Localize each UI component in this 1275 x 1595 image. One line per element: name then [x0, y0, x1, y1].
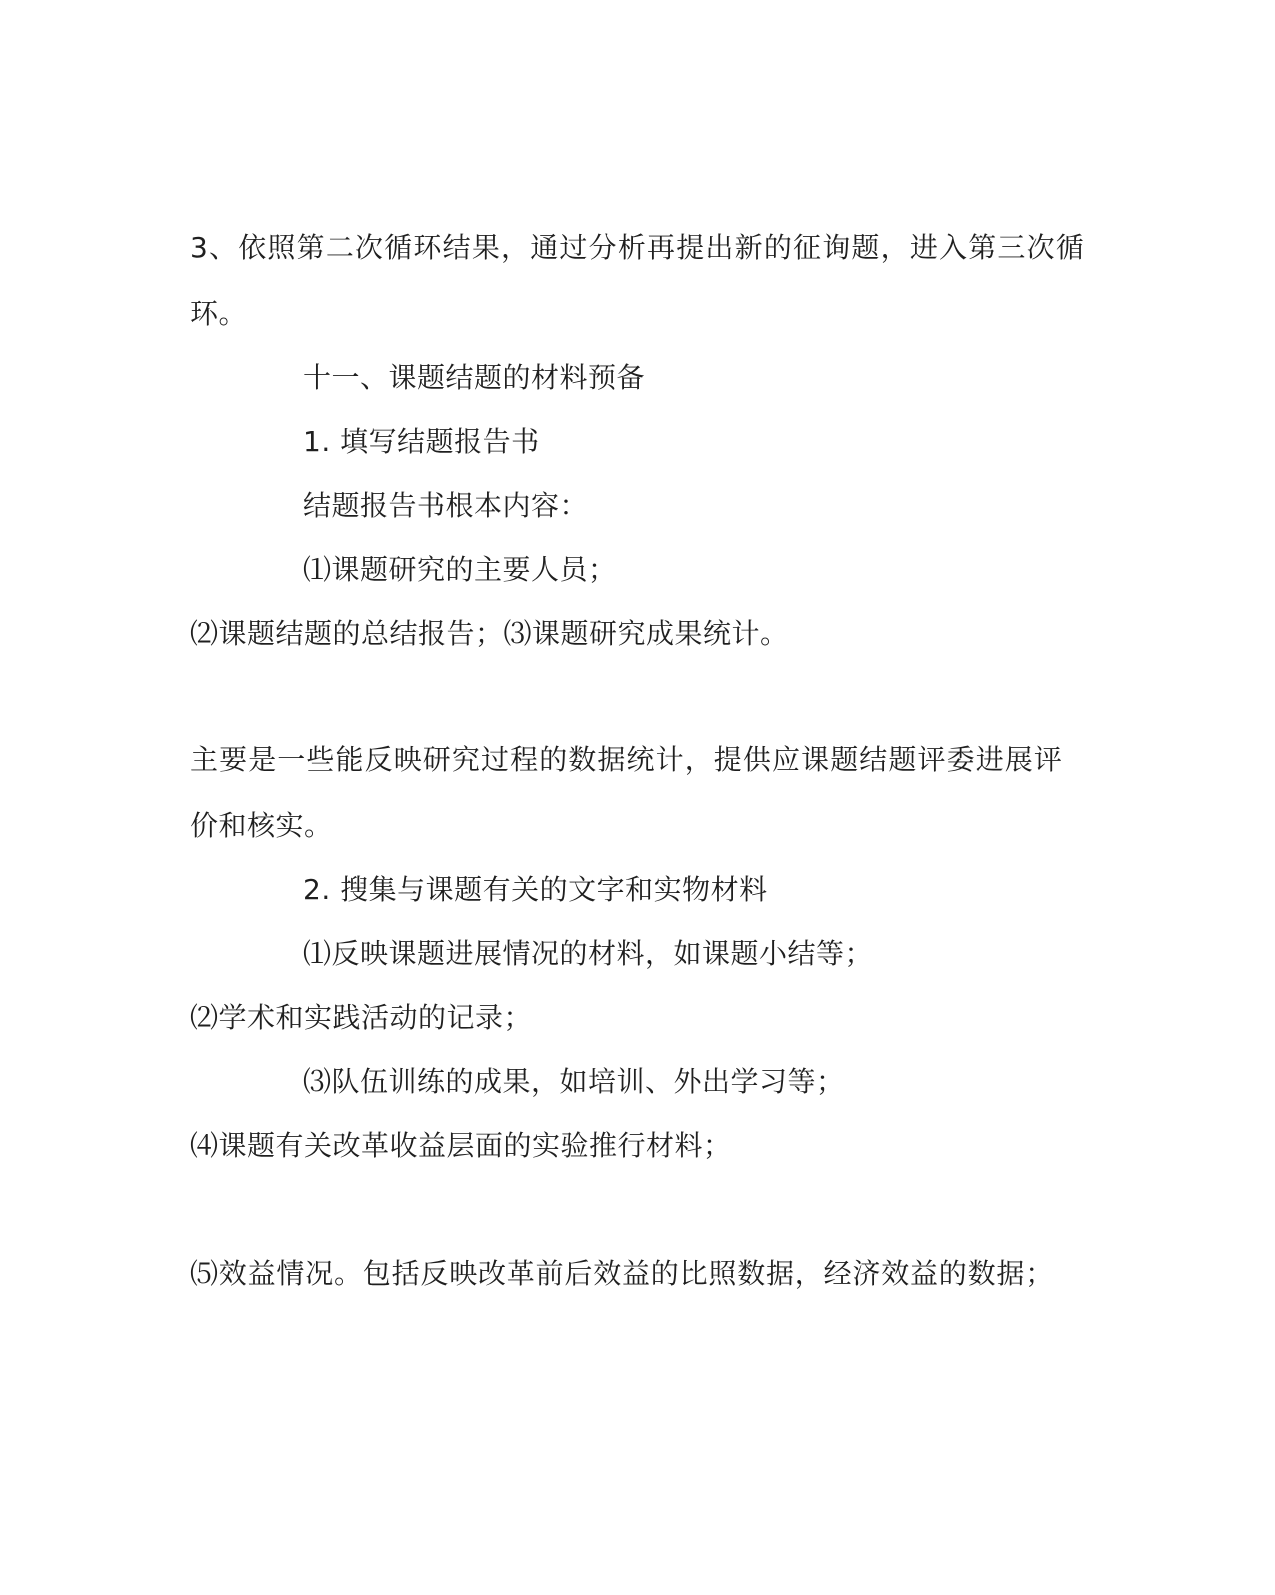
- list-item: ⑷课题有关改革收益层面的实验推行材料；: [190, 1129, 732, 1162]
- paragraph-line: 3、依照第二次循环结果，通过分析再提出新的征询题，进入第三次循: [190, 231, 1086, 264]
- subsection-heading: 2. 搜集与课题有关的文字和实物材料: [303, 873, 768, 906]
- list-item: ⑶队伍训练的成果，如培训、外出学习等；: [303, 1065, 845, 1098]
- paragraph-line: 结题报告书根本内容：: [303, 489, 589, 522]
- list-item: ⑸效益情况。包括反映改革前后效益的比照数据，经济效益的数据；: [190, 1257, 1055, 1290]
- list-item: ⑵课题结题的总结报告；⑶课题研究成果统计。: [190, 617, 789, 650]
- subsection-heading: 1. 填写结题报告书: [303, 425, 540, 458]
- paragraph-line: 环。: [190, 297, 248, 330]
- section-heading: 十一、课题结题的材料预备: [303, 361, 646, 394]
- list-item: ⑵学术和实践活动的记录；: [190, 1001, 533, 1034]
- list-item: ⑴课题研究的主要人员；: [303, 553, 617, 586]
- list-item: ⑴反映课题进展情况的材料，如课题小结等；: [303, 937, 874, 970]
- paragraph-line: 价和核实。: [190, 809, 333, 842]
- paragraph-line: 主要是一些能反映研究过程的数据统计，提供应课题结题评委进展评: [190, 743, 1064, 776]
